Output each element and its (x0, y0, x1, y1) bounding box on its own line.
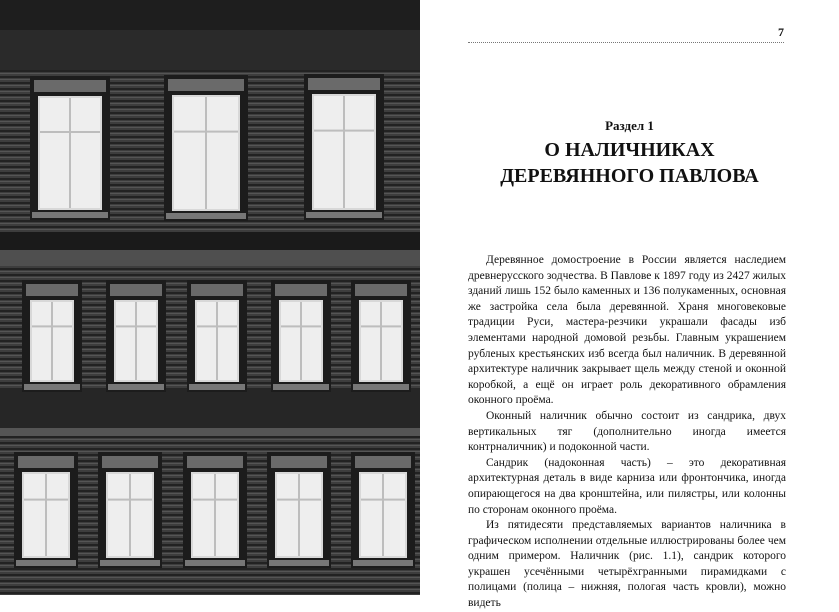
window-sill (189, 384, 245, 390)
window-sill (16, 560, 76, 566)
window-pediment (355, 284, 407, 296)
window-sill (353, 560, 413, 566)
window-pediment (355, 456, 411, 468)
window-pediment (34, 80, 106, 92)
paragraph: Деревянное домостроение в России является наследием древнерусского зодчества. В Павлове к 1897 году из 2427 жилых зданий лишь 152 было каменных и 136 полукаменных, основная же застройка села была деревянной. Храня многовековые традиции Руси, мастера-резчики украшали фасады изб элементами народной домовой резьбы. Главным украшением рубленых крестьянских изб всегда был наличник. В деревянной архитектуре наличник закрывает щель между стеной и оконной коробкой, а ещё он играет роль декоративного обрамления оконного проёма. (468, 254, 786, 407)
window-pediment (275, 284, 327, 296)
window-pediment (308, 78, 380, 90)
window-mullion (343, 96, 345, 208)
chapter-title (420, 137, 839, 189)
window-pediment (168, 79, 244, 91)
window-mullion (45, 474, 47, 556)
window-transom (361, 325, 401, 327)
window-sill (353, 384, 409, 390)
chapter-title-line-1: О НАЛИЧНИКАХ (544, 139, 715, 161)
section-label: Раздел 1 (605, 118, 654, 133)
window-mullion (300, 302, 302, 380)
window-mullion (69, 98, 71, 208)
window-pediment (187, 456, 243, 468)
window-transom (116, 325, 156, 327)
window-mullion (214, 474, 216, 556)
window-pediment (191, 284, 243, 296)
window-pediment (26, 284, 78, 296)
body-text (468, 253, 786, 612)
window-transom (197, 325, 237, 327)
window-transom (277, 499, 321, 501)
window-mullion (216, 302, 218, 380)
window-mullion (51, 302, 53, 380)
window-mullion (380, 302, 382, 380)
window-pediment (102, 456, 158, 468)
window-pediment (271, 456, 327, 468)
window-transom (108, 499, 152, 501)
window-sill (108, 384, 164, 390)
page-number: 7 (778, 25, 784, 39)
window-sill (100, 560, 160, 566)
window-transom (314, 130, 374, 132)
window-transom (24, 499, 68, 501)
window-sill (24, 384, 80, 390)
window-sill (273, 384, 329, 390)
window-sill (306, 212, 382, 218)
window-mullion (298, 474, 300, 556)
chapter-title-line-2: ДЕРЕВЯННОГО ПАВЛОВА (500, 165, 759, 187)
window-transom (281, 325, 321, 327)
window-transom (174, 131, 238, 133)
window-sill (269, 560, 329, 566)
header-rule (468, 42, 784, 43)
window-mullion (129, 474, 131, 556)
window-transom (40, 131, 100, 133)
window-transom (32, 325, 72, 327)
window-mullion (135, 302, 137, 380)
text-page (420, 0, 839, 610)
window-mullion (205, 97, 207, 209)
paragraph: Сандрик (надоконная часть) – это декоративная архитектурная деталь в виде карниза или фронтончика, иногда опирающегося на два кронштейна, или пилястры, или колонны по сторонам оконного проёма. (468, 456, 786, 516)
wooden-house-facade-photo (0, 0, 420, 595)
window-pediment (110, 284, 162, 296)
window-transom (193, 499, 237, 501)
paragraph: Из пятидесяти представляемых вариантов наличника в графическом исполнении отдельные иллюстрированы более чем одним примером. Наличник (рис. 1.1), сандрик которого украшен усечёнными четырёхгранными пирамидками с полицами (полица – нижняя, пологая часть кровли), можно видеть (468, 519, 786, 610)
window-transom (361, 499, 405, 501)
window-sill (166, 213, 246, 219)
paragraph: Оконный наличник обычно состоит из сандрика, двух вертикальных тяг (дополнительно иногда имеется контрналичник) и подоконной части. (468, 409, 786, 454)
window-sill (32, 212, 108, 218)
window-mullion (382, 474, 384, 556)
window-sill (185, 560, 245, 566)
window-pediment (18, 456, 74, 468)
